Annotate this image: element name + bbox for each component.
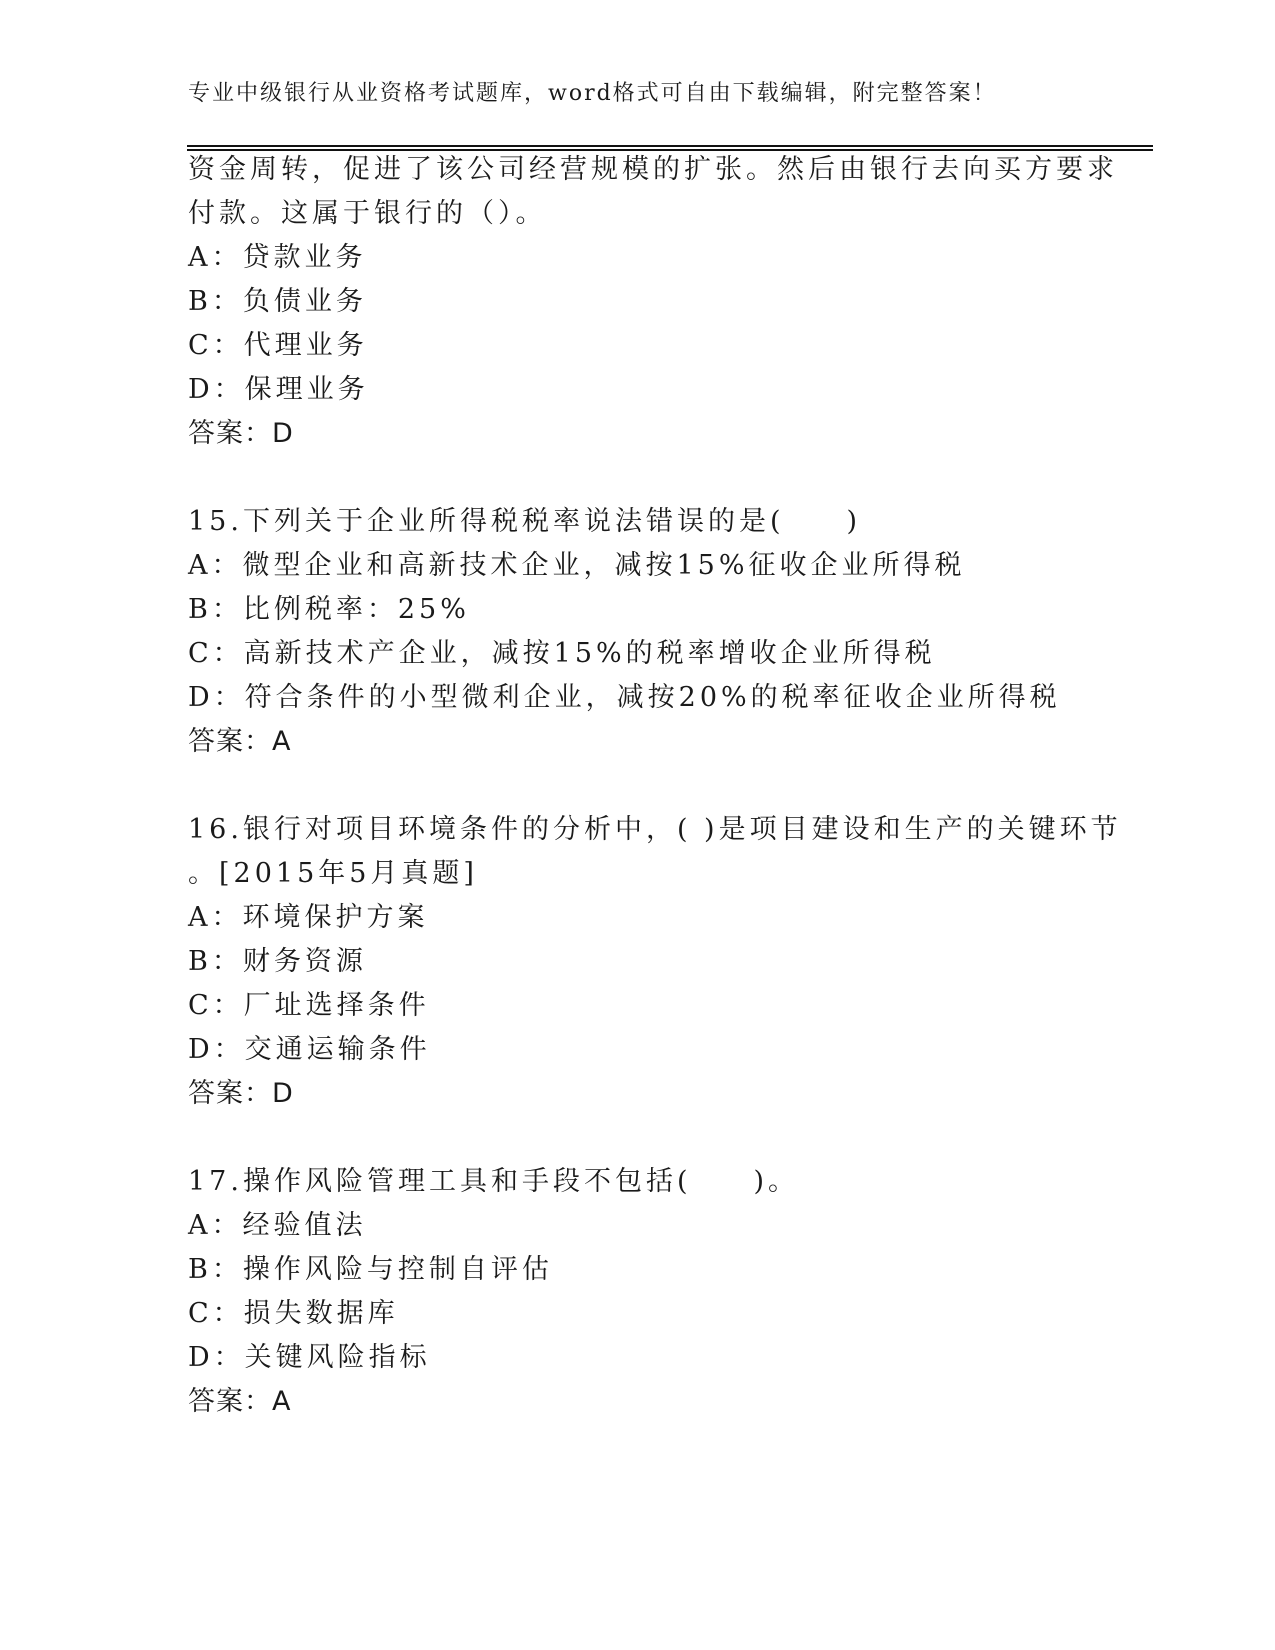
question-14-option-c: C：代理业务 — [188, 330, 368, 361]
question-15-option-a: A：微型企业和高新技术企业，减按15%征收企业所得税 — [188, 550, 966, 581]
question-16-option-d: D：交通运输条件 — [188, 1034, 431, 1065]
question-15-option-b: B：比例税率：25% — [188, 594, 470, 625]
question-16-stem-line-2: 。[2015年5月真题] — [188, 858, 478, 889]
question-17-option-b: B：操作风险与控制自评估 — [188, 1254, 553, 1285]
question-15-stem: 15.下列关于企业所得税税率说法错误的是( ) — [188, 506, 862, 537]
question-16-answer: 答案：D — [188, 1078, 294, 1109]
question-15-option-d: D：符合条件的小型微利企业，减按20%的税率征收企业所得税 — [188, 682, 1061, 713]
question-17-option-c: C：损失数据库 — [188, 1298, 399, 1329]
question-16-option-c: C：厂址选择条件 — [188, 990, 430, 1021]
question-15-option-c: C：高新技术产企业，减按15%的税率增收企业所得税 — [188, 638, 936, 669]
question-16-option-a: A：环境保护方案 — [188, 902, 429, 933]
question-14-stem-line-2: 付款。这属于银行的（）。 — [188, 198, 547, 229]
page-header: 专业中级银行从业资格考试题库，word格式可自由下载编辑，附完整答案！ — [188, 81, 997, 106]
question-16-stem-line-1: 16.银行对项目环境条件的分析中，( )是项目建设和生产的关键环节 — [188, 814, 1122, 845]
question-14-option-d: D：保理业务 — [188, 374, 369, 405]
question-17-option-d: D：关键风险指标 — [188, 1342, 431, 1373]
question-15-answer: 答案：A — [188, 726, 292, 757]
question-14-stem-line-1: 资金周转，促进了该公司经营规模的扩张。然后由银行去向买方要求 — [188, 154, 1118, 185]
question-14-option-a: A：贷款业务 — [188, 242, 367, 273]
question-17-answer: 答案：A — [188, 1386, 292, 1417]
question-16-option-b: B：财务资源 — [188, 946, 367, 977]
question-14-answer: 答案：D — [188, 418, 294, 449]
question-17-option-a: A：经验值法 — [188, 1210, 367, 1241]
question-17-stem: 17.操作风险管理工具和手段不包括( )。 — [188, 1166, 800, 1197]
question-14-option-b: B：负债业务 — [188, 286, 367, 317]
header-rule — [187, 145, 1153, 151]
